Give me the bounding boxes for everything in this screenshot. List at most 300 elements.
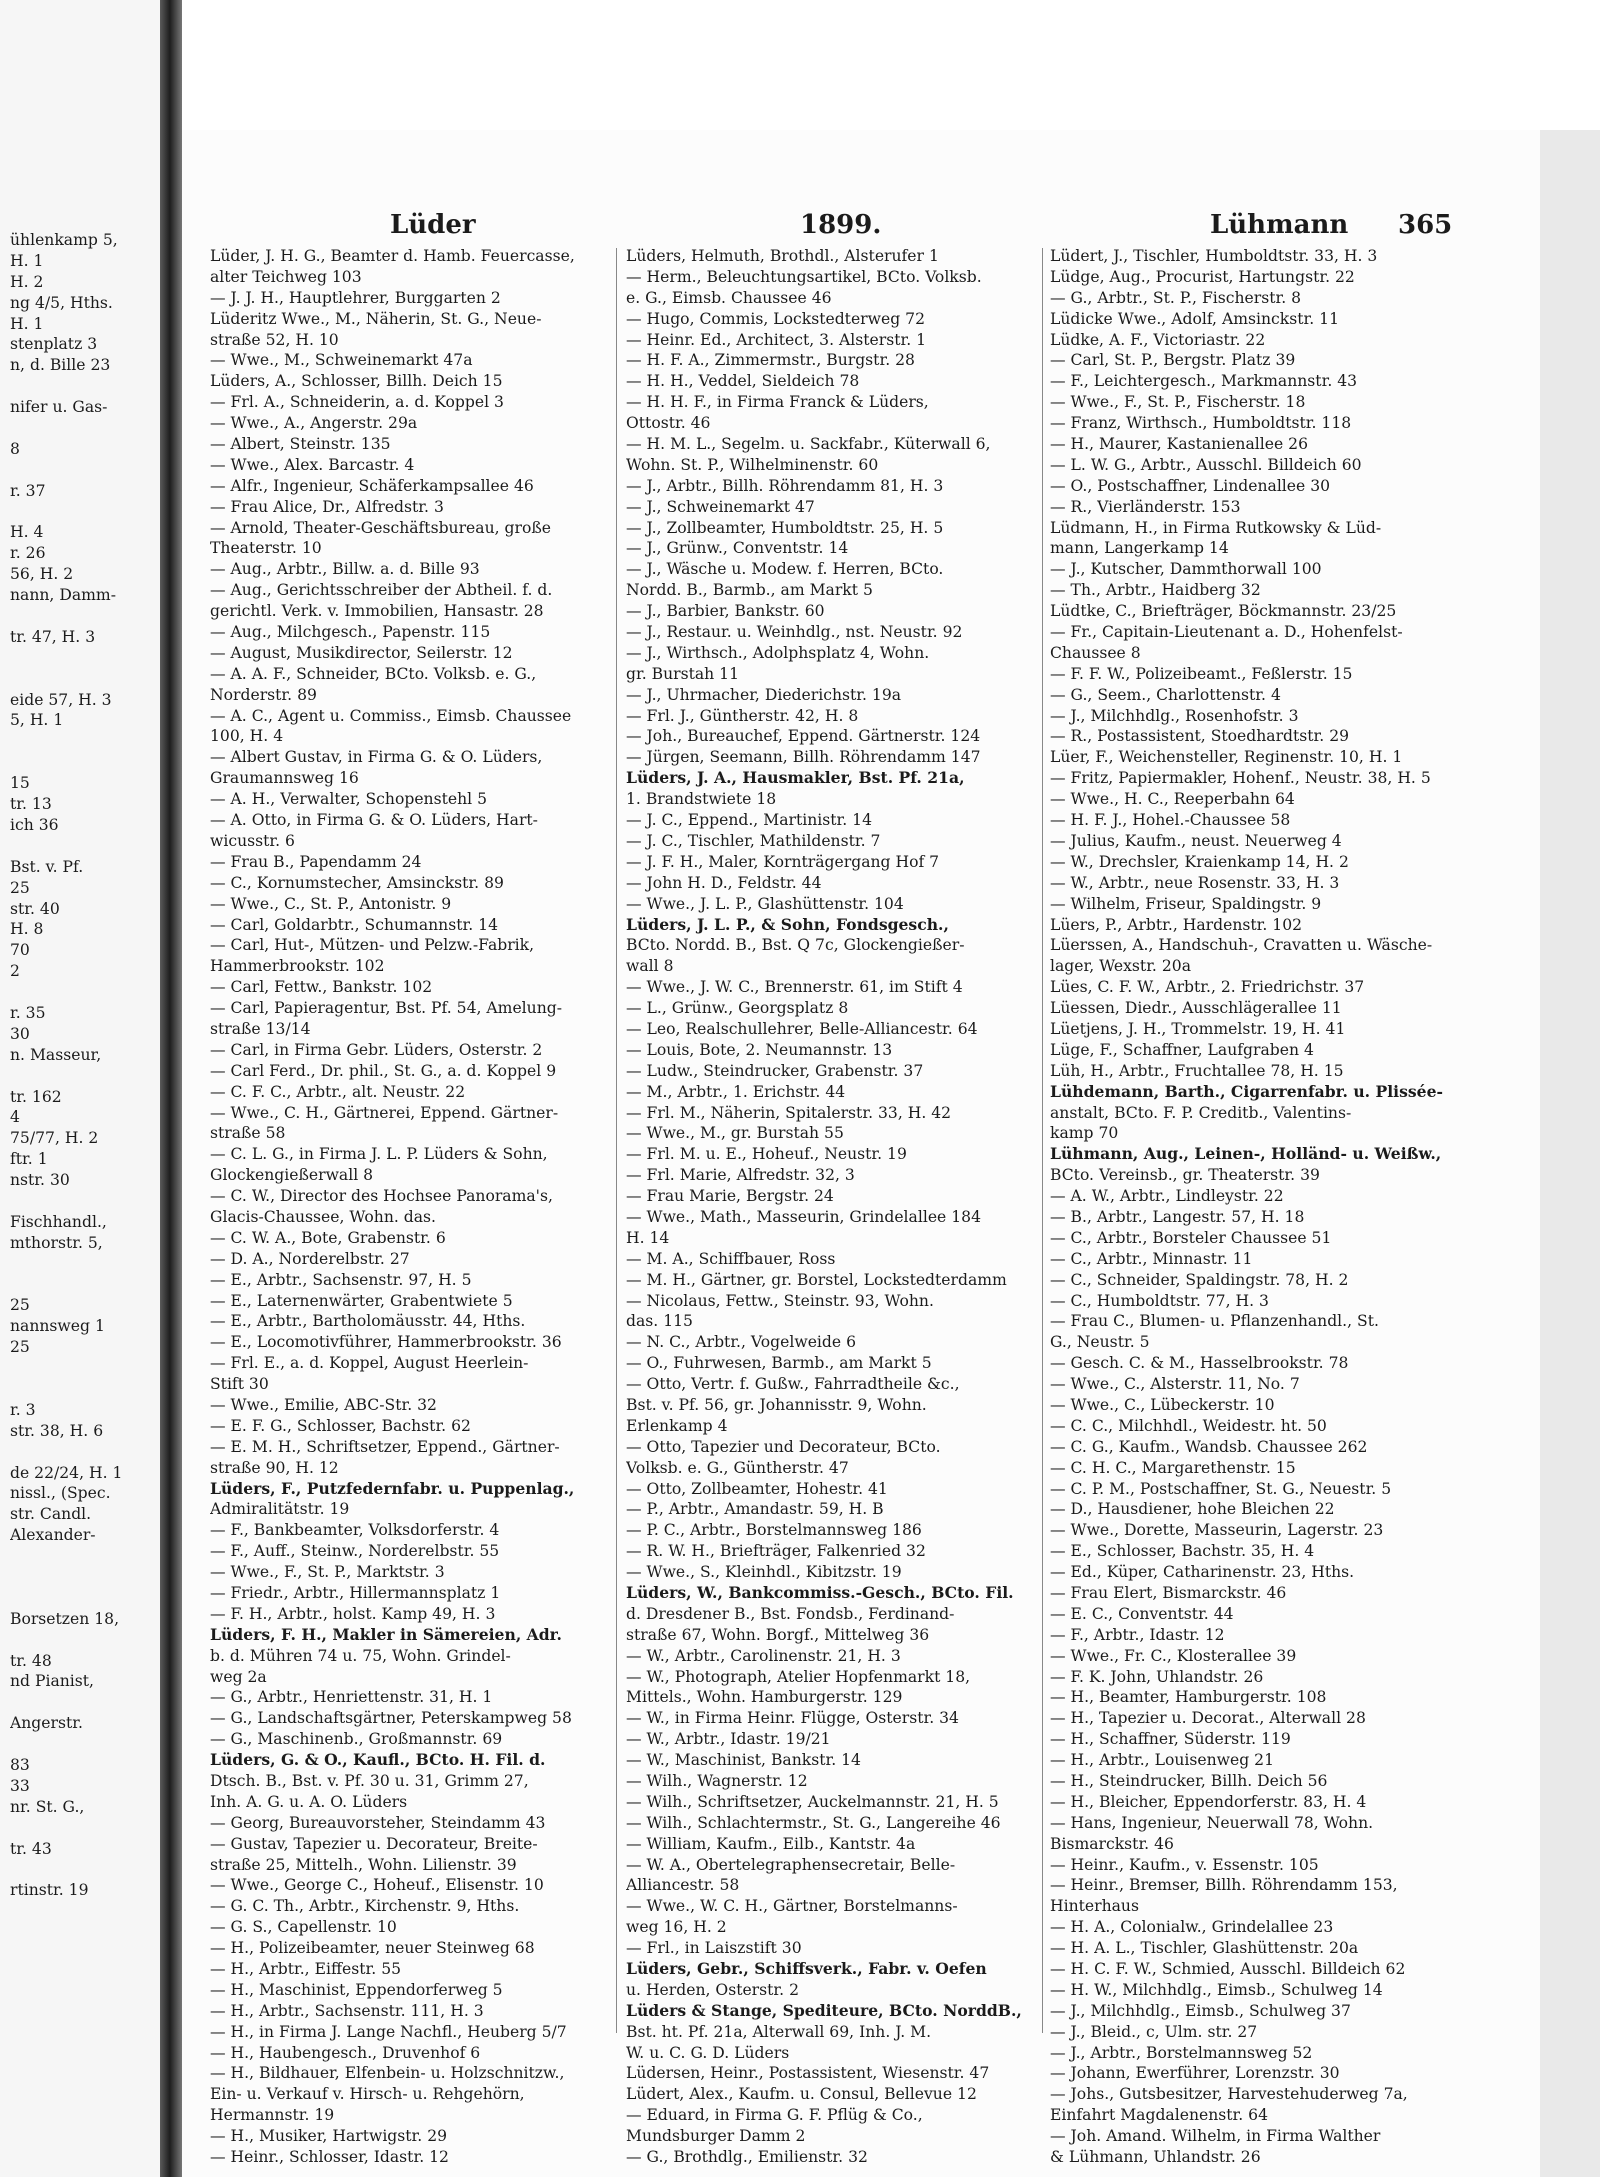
fragment-line: Alexander- xyxy=(10,1526,96,1545)
fragment-line xyxy=(10,1567,160,1588)
directory-entry: — Wilhelm, Friseur, Spaldingstr. 9 xyxy=(1050,894,1322,913)
directory-entry: — Wwe., C., Lübeckerstr. 10 xyxy=(1050,1395,1275,1414)
directory-entry: — Th., Arbtr., Haidberg 32 xyxy=(1050,581,1261,600)
directory-entry: — H., Arbtr., Louisenweg 21 xyxy=(1050,1751,1274,1770)
fragment-line xyxy=(10,1588,160,1609)
directory-entry: — Wwe., F., St. P., Fischerstr. 18 xyxy=(1050,393,1306,412)
directory-entry: — Frau B., Papendamm 24 xyxy=(210,852,422,871)
fragment-line: de 22/24, H. 1 xyxy=(10,1463,123,1482)
directory-entry: — J., Milchhdlg., Rosenhofstr. 3 xyxy=(1050,706,1299,725)
directory-entry: Hinterhaus xyxy=(1050,1897,1139,1916)
directory-entry: — J. J. H., Hauptlehrer, Burggarten 2 xyxy=(210,288,501,307)
directory-entry: Lüders, Helmuth, Brothdl., Alsterufer 1 xyxy=(626,247,939,265)
directory-entry: — A. H., Verwalter, Schopenstehl 5 xyxy=(210,790,487,809)
directory-entry: — H., Schaffner, Süderstr. 119 xyxy=(1050,1730,1291,1749)
fragment-line xyxy=(10,418,160,439)
fragment-line xyxy=(10,1191,160,1212)
directory-entry: weg 16, H. 2 xyxy=(626,1918,727,1937)
directory-entry: BCto. Nordd. B., Bst. Q 7c, Glockengießer- xyxy=(626,936,965,955)
directory-entry: — Wilh., Wagnerstr. 12 xyxy=(626,1772,808,1791)
directory-entry: — H. A. L., Tischler, Glashüttenstr. 20a xyxy=(1050,1939,1359,1958)
directory-entry: Lüderitz Wwe., M., Näherin, St. G., Neue- xyxy=(210,309,542,328)
directory-entry: Graumannsweg 16 xyxy=(210,769,359,788)
fragment-line: ich 36 xyxy=(10,815,59,834)
directory-entry: — Wwe., Math., Masseurin, Grindelallee 184 xyxy=(626,1207,981,1226)
directory-entry: — Frl. E., a. d. Koppel, August Heerlein- xyxy=(210,1354,529,1373)
directory-entry: — W., Arbtr., Idastr. 19/21 xyxy=(626,1730,831,1749)
fragment-line xyxy=(10,1630,160,1651)
directory-entry: BCto. Vereinsb., gr. Theaterstr. 39 xyxy=(1050,1166,1320,1185)
directory-entry: — J. C., Eppend., Martinistr. 14 xyxy=(626,811,872,830)
directory-entry: — G., Landschaftsgärtner, Peterskampweg 58 xyxy=(210,1709,572,1728)
fragment-line: r. 37 xyxy=(10,481,46,500)
fragment-line: r. 35 xyxy=(10,1003,46,1022)
directory-entry: — John H. D., Feldstr. 44 xyxy=(626,873,822,892)
directory-entry: — Otto, Zollbeamter, Hohestr. 41 xyxy=(626,1479,888,1498)
fragment-line xyxy=(10,460,160,481)
fragment-line: 75/77, H. 2 xyxy=(10,1129,99,1148)
directory-entry: — J., Barbier, Bankstr. 60 xyxy=(626,602,825,621)
directory-entry: — Wwe., M., gr. Burstah 55 xyxy=(626,1124,844,1143)
directory-entry: — Gesch. C. & M., Hasselbrookstr. 78 xyxy=(1050,1354,1349,1373)
directory-entry: anstalt, BCto. F. P. Creditb., Valentins- xyxy=(1050,1103,1352,1122)
directory-entry: — Carl, St. P., Bergstr. Platz 39 xyxy=(1050,351,1296,370)
directory-entry: — E., Schlosser, Bachstr. 35, H. 4 xyxy=(1050,1542,1315,1561)
directory-entry: — M., Arbtr., 1. Erichstr. 44 xyxy=(626,1082,846,1101)
directory-entry: — E., Arbtr., Bartholomäusstr. 44, Hths. xyxy=(210,1312,526,1331)
directory-entry: & Lühmann, Uhlandstr. 26 xyxy=(1050,2148,1261,2167)
directory-entry: — Carl, Goldarbtr., Schumannstr. 14 xyxy=(210,915,498,934)
fragment-line xyxy=(10,648,160,669)
directory-entry: alter Teichweg 103 xyxy=(210,267,362,286)
directory-entry: u. Herden, Osterstr. 2 xyxy=(626,1980,799,1999)
fragment-line: ühlenkamp 5, xyxy=(10,231,118,249)
fragment-line xyxy=(10,731,160,752)
directory-entry: — G., Brothdlg., Emilienstr. 32 xyxy=(626,2148,868,2167)
directory-entry: — Wwe., J. L. P., Glashüttenstr. 104 xyxy=(626,894,904,913)
directory-entry: — Frl. M. u. E., Hoheuf., Neustr. 19 xyxy=(626,1145,907,1164)
directory-entry: — J. F. H., Maler, Kornträgergang Hof 7 xyxy=(626,852,940,871)
fragment-line: nstr. 30 xyxy=(10,1171,70,1190)
fragment-line: H. 4 xyxy=(10,523,44,542)
column-2 xyxy=(626,246,1038,2168)
fragment-line xyxy=(10,1546,160,1567)
directory-entry: Lüders, J. L. P., & Sohn, Fondsgesch., xyxy=(626,914,949,934)
directory-entry: — C., Schneider, Spaldingstr. 78, H. 2 xyxy=(1050,1270,1349,1289)
directory-entry: — H., Arbtr., Eiffestr. 55 xyxy=(210,1960,402,1979)
fragment-line: Borsetzen 18, xyxy=(10,1609,120,1628)
directory-entry: Lüerssen, A., Handschuh-, Cravatten u. Wäsche- xyxy=(1050,936,1433,955)
directory-entry: Lüetjens, J. H., Trommelstr. 19, H. 41 xyxy=(1050,1019,1346,1038)
fragment-line: nr. St. G., xyxy=(10,1797,85,1816)
directory-entry: Lüh, H., Arbtr., Fruchtallee 78, H. 15 xyxy=(1050,1061,1344,1080)
fragment-line: tr. 48 xyxy=(10,1651,52,1670)
directory-entry: — Fritz, Papiermakler, Hohenf., Neustr. 38, H. 5 xyxy=(1050,769,1431,788)
directory-entry: W. u. C. G. D. Lüders xyxy=(626,2043,790,2062)
directory-entry: Bst. ht. Pf. 21a, Alterwall 69, Inh. J. M. xyxy=(626,2022,932,2041)
directory-entry: Nordd. B., Barmb., am Markt 5 xyxy=(626,581,873,600)
directory-entry: gr. Burstah 11 xyxy=(626,664,740,683)
facing-page xyxy=(0,0,178,2177)
directory-entry: — R. W. H., Briefträger, Falkenried 32 xyxy=(626,1542,926,1561)
directory-entry: — F., Arbtr., Idastr. 12 xyxy=(1050,1625,1225,1644)
fragment-line: H. 8 xyxy=(10,920,44,939)
directory-entry: — O., Postschaffner, Lindenallee 30 xyxy=(1050,476,1331,495)
directory-entry: — C., Arbtr., Borsteler Chaussee 51 xyxy=(1050,1228,1332,1247)
directory-entry: Lüders, G. & O., Kaufl., BCto. H. Fil. d. xyxy=(210,1750,546,1770)
directory-entry: — J., Wirthsch., Adolphsplatz 4, Wohn. xyxy=(626,643,930,662)
directory-entry: b. d. Mühren 74 u. 75, Wohn. Grindel- xyxy=(210,1646,511,1665)
fragment-line: str. Candl. xyxy=(10,1505,92,1524)
fragment-line: tr. 43 xyxy=(10,1839,52,1858)
directory-entry: Theaterstr. 10 xyxy=(210,539,322,558)
directory-entry: — Ludw., Steindrucker, Grabenstr. 37 xyxy=(626,1061,924,1080)
directory-entry: — J., Kutscher, Dammthorwall 100 xyxy=(1050,560,1322,579)
directory-entry: Lühdemann, Barth., Cigarrenfabr. u. Plissée- xyxy=(1050,1081,1443,1101)
directory-entry: — Frl. M., Näherin, Spitalerstr. 33, H. 42 xyxy=(626,1103,952,1122)
directory-entry: — Johs., Gutsbesitzer, Harvestehuderweg 7a, xyxy=(1050,2085,1408,2104)
fragment-line: 8 xyxy=(10,439,20,458)
directory-entry: — H., Beamter, Hamburgerstr. 108 xyxy=(1050,1688,1327,1707)
page-number: 365 xyxy=(1398,210,1453,240)
directory-entry: Lüdert, Alex., Kaufm. u. Consul, Bellevue 12 xyxy=(626,2085,977,2104)
running-head-left: Lüder xyxy=(390,210,476,240)
directory-entry: — Herm., Beleuchtungsartikel, BCto. Volksb. xyxy=(626,267,982,286)
directory-entry: — F. H., Arbtr., holst. Kamp 49, H. 3 xyxy=(210,1604,496,1623)
fragment-line: r. 26 xyxy=(10,544,46,563)
directory-entry: — H., Maschinist, Eppendorferweg 5 xyxy=(210,1980,503,1999)
directory-entry: — Fr., Capitain-Lieutenant a. D., Hohenfelst- xyxy=(1050,623,1403,642)
directory-entry: Bst. v. Pf. 56, gr. Johannisstr. 9, Wohn. xyxy=(626,1395,927,1414)
directory-entry: — E. C., Conventstr. 44 xyxy=(1050,1604,1234,1623)
directory-entry: — Wwe., C., Alsterstr. 11, No. 7 xyxy=(1050,1375,1300,1394)
directory-entry: — H., Musiker, Hartwigstr. 29 xyxy=(210,2127,448,2146)
directory-entry: — H., Steindrucker, Billh. Deich 56 xyxy=(1050,1772,1328,1791)
directory-entry: Hermannstr. 19 xyxy=(210,2106,335,2125)
directory-entry: — E., Arbtr., Sachsenstr. 97, H. 5 xyxy=(210,1270,472,1289)
facing-page-fragments xyxy=(10,230,160,1901)
directory-entry: Lüdicke Wwe., Adolf, Amsinckstr. 11 xyxy=(1050,309,1339,328)
directory-entry: — Wwe., J. W. C., Brennerstr. 61, im Stift 4 xyxy=(626,978,963,997)
directory-entry: — E. F. G., Schlosser, Bachstr. 62 xyxy=(210,1416,471,1435)
directory-entry: — Wwe., Alex. Barcastr. 4 xyxy=(210,455,415,474)
directory-entry: — H. W., Milchhdlg., Eimsb., Schulweg 14 xyxy=(1050,1980,1383,1999)
directory-entry: Lüdge, Aug., Procurist, Hartungstr. 22 xyxy=(1050,267,1355,286)
fragment-line: Bst. v. Pf. xyxy=(10,857,84,876)
directory-entry: — Aug., Milchgesch., Papenstr. 115 xyxy=(210,623,491,642)
directory-entry: — Carl, Fettw., Bankstr. 102 xyxy=(210,978,433,997)
directory-entry: — G. S., Capellenstr. 10 xyxy=(210,1918,397,1937)
column-1 xyxy=(210,246,610,2168)
directory-entry: Lüders, F., Putzfedernfabr. u. Puppenlag., xyxy=(210,1478,575,1498)
directory-entry: — H. A., Colonialw., Grindelallee 23 xyxy=(1050,1918,1334,1937)
directory-entry: — W., Arbtr., neue Rosenstr. 33, H. 3 xyxy=(1050,873,1340,892)
fragment-line xyxy=(10,1358,160,1379)
directory-entry: — W. A., Obertelegraphensecretair, Belle- xyxy=(626,1855,956,1874)
directory-entry: — Heinr., Bremser, Billh. Röhrendamm 153, xyxy=(1050,1876,1398,1895)
fragment-line: ng 4/5, Hths. xyxy=(10,293,113,312)
directory-entry: — Julius, Kaufm., neust. Neuerweg 4 xyxy=(1050,831,1342,850)
directory-entry: — F. F. W., Polizeibeamt., Feßlerstr. 15 xyxy=(1050,664,1353,683)
directory-entry: — G., Seem., Charlottenstr. 4 xyxy=(1050,685,1281,704)
directory-entry: — C. L. G., in Firma J. L. P. Lüders & Sohn, xyxy=(210,1145,548,1164)
directory-entry: — Eduard, in Firma G. F. Pflüg & Co., xyxy=(626,2106,923,2125)
directory-entry: — A. C., Agent u. Commiss., Eimsb. Chaussee xyxy=(210,706,572,725)
directory-entry: — J., Schweinemarkt 47 xyxy=(626,497,815,516)
directory-entry: — H., Haubengesch., Druvenhof 6 xyxy=(210,2043,481,2062)
fragment-line: tr. 162 xyxy=(10,1087,62,1106)
directory-entry: Lüdmann, H., in Firma Rutkowsky & Lüd- xyxy=(1050,518,1382,537)
directory-entry: — Hans, Ingenieur, Neuerwall 78, Wohn. xyxy=(1050,1813,1374,1832)
column-rule xyxy=(1042,248,1043,2033)
directory-entry: — F., Auff., Steinw., Norderelbstr. 55 xyxy=(210,1542,500,1561)
directory-entry: Lüdert, J., Tischler, Humboldtstr. 33, H. 3 xyxy=(1050,247,1378,265)
directory-entry: Alliancestr. 58 xyxy=(626,1876,740,1895)
directory-entry: Lüders, A., Schlosser, Billh. Deich 15 xyxy=(210,372,503,391)
directory-entry: — E., Laternenwärter, Grabentwiete 5 xyxy=(210,1291,513,1310)
directory-entry: — C. W. A., Bote, Grabenstr. 6 xyxy=(210,1228,446,1247)
fragment-line: nifer u. Gas- xyxy=(10,398,108,417)
directory-entry: — F., Bankbeamter, Volksdorferstr. 4 xyxy=(210,1521,500,1540)
directory-entry: — W., Photograph, Atelier Hopfenmarkt 18, xyxy=(626,1667,971,1686)
directory-entry: — J., Zollbeamter, Humboldtstr. 25, H. 5 xyxy=(626,518,944,537)
directory-entry: — Nicolaus, Fettw., Steinstr. 93, Wohn. xyxy=(626,1291,934,1310)
directory-entry: — Frl., in Laiszstift 30 xyxy=(626,1939,802,1958)
directory-entry: — W., Arbtr., Carolinenstr. 21, H. 3 xyxy=(626,1646,901,1665)
fragment-line: tr. 47, H. 3 xyxy=(10,627,96,646)
directory-entry: — Georg, Bureauvorsteher, Steindamm 43 xyxy=(210,1813,546,1832)
directory-entry: Lühmann, Aug., Leinen-, Holländ- u. Weißw., xyxy=(1050,1144,1442,1164)
directory-entry: — Aug., Arbtr., Billw. a. d. Bille 93 xyxy=(210,560,480,579)
directory-entry: — C., Humboldtstr. 77, H. 3 xyxy=(1050,1291,1269,1310)
directory-entry: Lüdersen, Heinr., Postassistent, Wiesenstr. 47 xyxy=(626,2064,990,2083)
directory-entry: Lüdtke, C., Briefträger, Böckmannstr. 23/25 xyxy=(1050,602,1397,621)
directory-entry: — Heinr., Schlosser, Idastr. 12 xyxy=(210,2148,449,2167)
directory-entry: Mittels., Wohn. Hamburgerstr. 129 xyxy=(626,1688,903,1707)
directory-entry: Lüders, F. H., Makler in Sämereien, Adr. xyxy=(210,1624,562,1644)
directory-entry: — Ed., Küper, Catharinenstr. 23, Hths. xyxy=(1050,1563,1355,1582)
book-gutter xyxy=(160,0,182,2177)
directory-entry: — L. W. G., Arbtr., Ausschl. Billdeich 60 xyxy=(1050,455,1362,474)
directory-entry: — W., Maschinist, Bankstr. 14 xyxy=(626,1751,861,1770)
directory-entry: — Wwe., Fr. C., Klosterallee 39 xyxy=(1050,1646,1297,1665)
fragment-line: tr. 13 xyxy=(10,795,52,814)
directory-entry: Lüessen, Diedr., Ausschlägerallee 11 xyxy=(1050,999,1342,1018)
fragment-line: H. 2 xyxy=(10,272,44,291)
directory-entry: — L., Grünw., Georgsplatz 8 xyxy=(626,999,849,1018)
fragment-line: Angerstr. xyxy=(10,1714,83,1733)
directory-entry: — Frau Elert, Bismarckstr. 46 xyxy=(1050,1584,1287,1602)
directory-entry: wall 8 xyxy=(626,957,674,976)
directory-entry: — H. F. A., Zimmermstr., Burgstr. 28 xyxy=(626,351,915,370)
fragment-line xyxy=(10,1692,160,1713)
directory-entry: d. Dresdener B., Bst. Fondsb., Ferdinand- xyxy=(626,1604,955,1623)
fragment-line: 83 xyxy=(10,1756,30,1775)
directory-entry: — Wwe., H. C., Reeperbahn 64 xyxy=(1050,790,1295,809)
fragment-line xyxy=(10,1442,160,1463)
directory-entry: — Joh., Bureauchef, Eppend. Gärtnerstr. 124 xyxy=(626,727,981,746)
directory-entry: — J. C., Tischler, Mathildenstr. 7 xyxy=(626,831,881,850)
directory-entry: — Otto, Tapezier und Decorateur, BCto. xyxy=(626,1437,941,1456)
directory-entry: — J., Arbtr., Borstelmannsweg 52 xyxy=(1050,2043,1313,2062)
fragment-line xyxy=(10,502,160,523)
directory-entry: — W., Drechsler, Kraienkamp 14, H. 2 xyxy=(1050,852,1349,871)
directory-entry: straße 58 xyxy=(210,1124,286,1143)
directory-entry: — Johann, Ewerführer, Lorenzstr. 30 xyxy=(1050,2064,1340,2083)
directory-entry: weg 2a xyxy=(210,1667,267,1686)
directory-entry: — G. C. Th., Arbtr., Kirchenstr. 9, Hths. xyxy=(210,1897,520,1916)
fragment-line: 70 xyxy=(10,941,30,960)
fragment-line: nissl., (Spec. xyxy=(10,1484,111,1503)
fragment-line xyxy=(10,1379,160,1400)
directory-entry: 100, H. 4 xyxy=(210,727,284,746)
directory-entry: — C., Kornumstecher, Amsinckstr. 89 xyxy=(210,873,504,892)
directory-entry: — Franz, Wirthsch., Humboldtstr. 118 xyxy=(1050,414,1352,433)
fragment-line: 5, H. 1 xyxy=(10,711,64,730)
directory-entry: — C. G., Kaufm., Wandsb. Chaussee 262 xyxy=(1050,1437,1368,1456)
directory-entry: — Carl, in Firma Gebr. Lüders, Osterstr. 2 xyxy=(210,1040,543,1059)
fragment-line: n, d. Bille 23 xyxy=(10,356,111,375)
fragment-line: Fischhandl., xyxy=(10,1212,107,1231)
directory-entry: — J., Uhrmacher, Diederichstr. 19a xyxy=(626,685,902,704)
directory-entry: — J., Grünw., Conventstr. 14 xyxy=(626,539,849,558)
directory-entry: Ottostr. 46 xyxy=(626,414,711,433)
directory-entry: Lüder, J. H. G., Beamter d. Hamb. Feuercasse, xyxy=(210,247,575,265)
directory-entry: — C. C., Milchhdl., Weidestr. ht. 50 xyxy=(1050,1416,1327,1435)
directory-entry: e. G., Eimsb. Chaussee 46 xyxy=(626,288,832,307)
fragment-line: rtinstr. 19 xyxy=(10,1881,89,1900)
directory-entry: — A. W., Arbtr., Lindleystr. 22 xyxy=(1050,1187,1284,1206)
fragment-line: 56, H. 2 xyxy=(10,565,74,584)
fragment-line: 4 xyxy=(10,1108,20,1127)
directory-entry: — Frau C., Blumen- u. Pflanzenhandl., St. xyxy=(1050,1312,1379,1331)
directory-entry: — H. H. F., in Firma Franck & Lüders, xyxy=(626,393,929,412)
directory-entry: — Louis, Bote, 2. Neumannstr. 13 xyxy=(626,1040,893,1059)
directory-entry: Lües, C. F. W., Arbtr., 2. Friedrichstr. 37 xyxy=(1050,978,1365,997)
directory-entry: — Wwe., C., St. P., Antonistr. 9 xyxy=(210,894,452,913)
directory-entry: — Jürgen, Seemann, Billh. Röhrendamm 147 xyxy=(626,748,981,767)
directory-entry: Bismarckstr. 46 xyxy=(1050,1834,1174,1853)
directory-entry: — N. C., Arbtr., Vogelweide 6 xyxy=(626,1333,856,1352)
directory-entry: — Albert, Steinstr. 135 xyxy=(210,435,391,454)
directory-entry: — Carl, Hut-, Mützen- und Pelzw.-Fabrik, xyxy=(210,936,535,955)
directory-entry: Lüers, P., Arbtr., Hardenstr. 102 xyxy=(1050,915,1303,934)
directory-entry: straße 52, H. 10 xyxy=(210,330,339,349)
directory-entry: — Wwe., S., Kleinhdl., Kibitzstr. 19 xyxy=(626,1563,902,1582)
directory-entry: — Friedr., Arbtr., Hillermannsplatz 1 xyxy=(210,1584,501,1602)
directory-entry: — H., Bleicher, Eppendorferstr. 83, H. 4 xyxy=(1050,1792,1367,1811)
directory-entry: Lüge, F., Schaffner, Laufgraben 4 xyxy=(1050,1040,1314,1059)
fragment-line: 25 xyxy=(10,1338,30,1357)
directory-entry: straße 13/14 xyxy=(210,1019,311,1038)
directory-entry: — Carl Ferd., Dr. phil., St. G., a. d. Koppel 9 xyxy=(210,1061,557,1080)
directory-entry: — Carl, Papieragentur, Bst. Pf. 54, Amelung- xyxy=(210,999,563,1018)
directory-entry: — Frl. Marie, Alfredstr. 32, 3 xyxy=(626,1166,855,1185)
directory-entry: Erlenkamp 4 xyxy=(626,1416,728,1435)
directory-entry: — Arnold, Theater-Geschäftsbureau, große xyxy=(210,518,551,537)
directory-entry: — M. H., Gärtner, gr. Borstel, Lockstedterdamm xyxy=(626,1270,1007,1289)
page-header xyxy=(0,210,1600,250)
directory-entry: Hammerbrookstr. 102 xyxy=(210,957,385,976)
directory-entry: — H. M. L., Segelm. u. Sackfabr., Küterwall 6, xyxy=(626,435,991,454)
fragment-line xyxy=(10,376,160,397)
directory-entry: — Hugo, Commis, Lockstedterweg 72 xyxy=(626,309,925,328)
fragment-line xyxy=(10,1254,160,1275)
fragment-line: nann, Damm- xyxy=(10,586,116,605)
directory-entry: Stift 30 xyxy=(210,1375,269,1394)
directory-entry: Lüders, J. A., Hausmakler, Bst. Pf. 21a, xyxy=(626,768,965,788)
directory-entry: — H. H., Veddel, Sieldeich 78 xyxy=(626,372,860,391)
directory-entry: — Wwe., F., St. P., Marktstr. 3 xyxy=(210,1563,445,1582)
directory-entry: — F. K. John, Uhlandstr. 26 xyxy=(1050,1667,1264,1686)
column-3 xyxy=(1050,246,1450,2168)
directory-entry: — Heinr. Ed., Architect, 3. Alsterstr. 1 xyxy=(626,330,927,349)
directory-entry: — J., Arbtr., Billh. Röhrendamm 81, H. 3 xyxy=(626,476,944,495)
directory-entry: Lüders, W., Bankcommiss.-Gesch., BCto. Fil. xyxy=(626,1583,1014,1602)
directory-entry: gerichtl. Verk. v. Immobilien, Hansastr. 28 xyxy=(210,602,544,621)
directory-entry: — G., Arbtr., St. P., Fischerstr. 8 xyxy=(1050,288,1302,307)
directory-entry: — Wwe., C. H., Gärtnerei, Eppend. Gärtner- xyxy=(210,1103,559,1122)
directory-entry: — G., Arbtr., Henriettenstr. 31, H. 1 xyxy=(210,1688,493,1707)
directory-entry: G., Neustr. 5 xyxy=(1050,1333,1150,1352)
directory-entry: — A. A. F., Schneider, BCto. Volksb. e. G., xyxy=(210,664,537,683)
directory-entry: Lüdke, A. F., Victoriastr. 22 xyxy=(1050,330,1266,349)
fragment-line xyxy=(10,1275,160,1296)
directory-entry: — Frl. A., Schneiderin, a. d. Koppel 3 xyxy=(210,393,504,412)
fragment-line xyxy=(10,1734,160,1755)
fragment-line: 33 xyxy=(10,1776,30,1795)
directory-entry: — H. C. F. W., Schmied, Ausschl. Billdeich 62 xyxy=(1050,1960,1406,1979)
fragment-line: H. 1 xyxy=(10,251,44,270)
directory-entry: kamp 70 xyxy=(1050,1124,1119,1143)
directory-entry: Einfahrt Magdalenenstr. 64 xyxy=(1050,2106,1269,2125)
directory-entry: — H. F. J., Hohel.-Chaussee 58 xyxy=(1050,811,1291,830)
directory-entry: — August, Musikdirector, Seilerstr. 12 xyxy=(210,643,513,662)
fragment-line xyxy=(10,836,160,857)
directory-entry: — D. A., Norderelbstr. 27 xyxy=(210,1249,410,1268)
fragment-line: nannsweg 1 xyxy=(10,1317,105,1336)
directory-entry: — R., Postassistent, Stoedhardtstr. 29 xyxy=(1050,727,1350,746)
directory-entry: — C., Arbtr., Minnastr. 11 xyxy=(1050,1249,1253,1268)
directory-entry: Norderstr. 89 xyxy=(210,685,317,704)
directory-entry: — Wwe., W. C. H., Gärtner, Borstelmanns- xyxy=(626,1897,958,1916)
directory-entry: — J., Wäsche u. Modew. f. Herren, BCto. xyxy=(626,560,944,579)
directory-entry: mann, Langerkamp 14 xyxy=(1050,539,1229,558)
fragment-line: 25 xyxy=(10,1296,30,1315)
directory-entry: Wohn. St. P., Wilhelminenstr. 60 xyxy=(626,455,879,474)
directory-entry: — Heinr., Kaufm., v. Essenstr. 105 xyxy=(1050,1855,1319,1874)
directory-entry: — Leo, Realschullehrer, Belle-Alliancestr. 64 xyxy=(626,1019,978,1038)
directory-entry: — Frau Marie, Bergstr. 24 xyxy=(626,1187,834,1206)
directory-entry: Volksb. e. G., Güntherstr. 47 xyxy=(626,1458,849,1477)
column-rule xyxy=(616,248,617,2033)
fragment-line xyxy=(10,982,160,1003)
fragment-line xyxy=(10,1818,160,1839)
fragment-line: 25 xyxy=(10,878,30,897)
directory-entry: lager, Wexstr. 20a xyxy=(1050,957,1191,976)
directory-entry: — C. P. M., Postschaffner, St. G., Neuestr. 5 xyxy=(1050,1479,1392,1498)
directory-entry: — G., Maschinenb., Großmannstr. 69 xyxy=(210,1730,503,1749)
fragment-line xyxy=(10,752,160,773)
directory-entry: Dtsch. B., Bst. v. Pf. 30 u. 31, Grimm 27, xyxy=(210,1772,529,1791)
directory-entry: — J., Restaur. u. Weinhdlg., nst. Neustr. 92 xyxy=(626,623,963,642)
directory-entry: — F., Leichtergesch., Markmannstr. 43 xyxy=(1050,372,1358,391)
fragment-line xyxy=(10,1859,160,1880)
fragment-line: eide 57, H. 3 xyxy=(10,690,112,709)
directory-entry: — Wwe., George C., Hoheuf., Elisenstr. 10 xyxy=(210,1876,544,1895)
fragment-line xyxy=(10,606,160,627)
directory-entry: — P., Arbtr., Amandastr. 59, H. B xyxy=(626,1500,884,1519)
